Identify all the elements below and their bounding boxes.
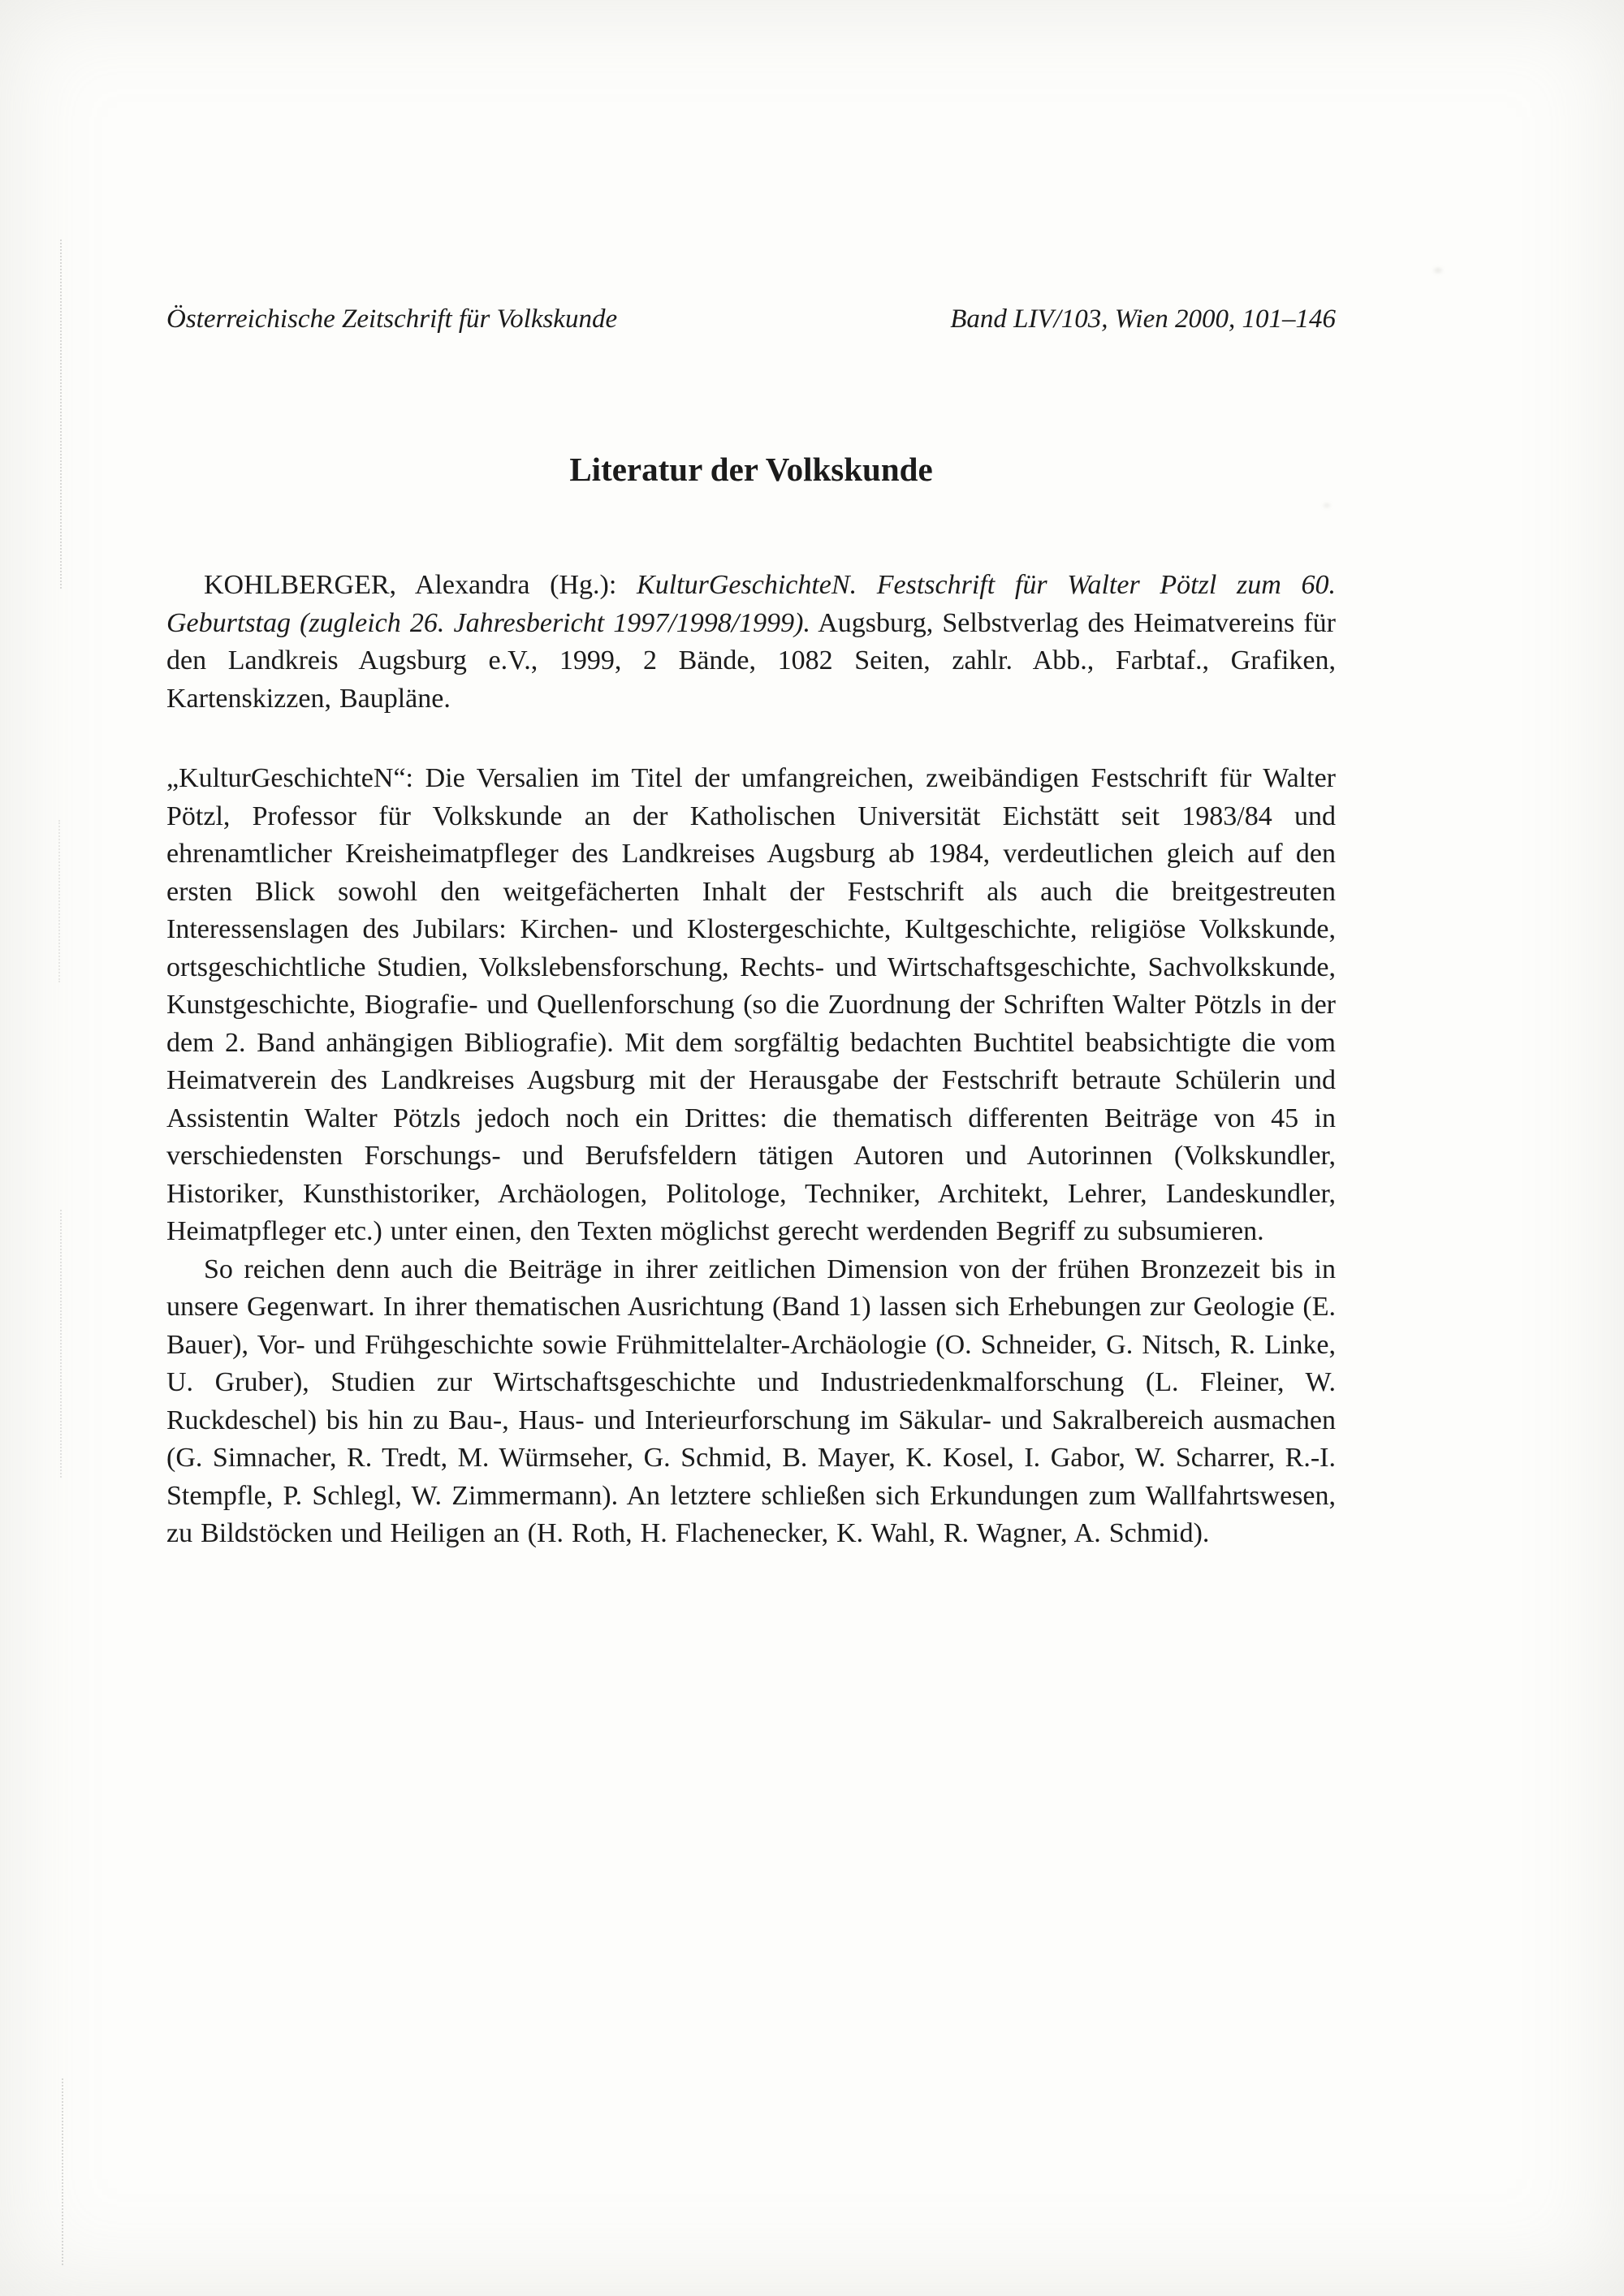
- issue-info: Band LIV/103, Wien 2000, 101–146: [950, 304, 1336, 334]
- journal-name: Österreichische Zeitschrift für Volkskunde: [166, 304, 618, 334]
- scan-artifact: [60, 1210, 62, 1478]
- article-title: Literatur der Volkskunde: [569, 451, 933, 488]
- body-paragraph: So reichen denn auch die Beiträge in ihrer zeitlichen Dimension von der frühen Bronzezeit bis in unsere Gegenwart. In ihrer thematischen Ausrichtung (Band 1) lassen sich Erhebungen zur Geologie (E. Bauer), Vor- und Frühgeschichte sowie Frühmittelalter-Archäologie (O. Schneider, G. Nitsch, R. Linke, U. Gruber), Studien zur Wirtschaftsgeschichte und Industriedenkmalforschung (L. Fleiner, W. Ruckdeschel) bis hin zu Bau-, Haus- und Interieurforschung im Säkular- und Sakralbereich ausmachen (G. Simnacher, R. Tredt, M. Würmseher, G. Schmid, B. Mayer, K. Kosel, I. Gabor, W. Scharrer, R.-I. Stempfle, P. Schlegl, W. Zimmermann). An letztere schließen sich Erkundungen zum Wallfahrtswesen, zu Bildstöcken und Heiligen an (H. Roth, H. Flachenecker, K. Wahl, R. Wagner, A. Schmid).: [166, 1254, 1336, 1548]
- bibliography-author: KOHLBERGER, Alexandra (Hg.):: [204, 570, 637, 600]
- bibliography-work-title: KulturGeschichteN. Festschrift für Walter Pötzl zum 60. Geburtstag (zugleich 26. Jahresbericht 1997/1998/1999).: [166, 570, 1336, 638]
- bibliography-publication: Augsburg, Selbstverlag des Heimatvereins für den Landkreis Augsburg e.V., 1999, 2 Bände, 1082 Seiten, zahlr. Abb., Farbtaf., Grafiken, Kartenskizzen, Baupläne.: [166, 607, 1336, 714]
- scan-artifact: [60, 240, 62, 589]
- page-header: [166, 302, 1336, 336]
- scan-artifact: [62, 2078, 63, 2265]
- bibliography-entry: [166, 567, 1336, 718]
- page-content: [166, 302, 1336, 1553]
- scan-artifact: [58, 820, 60, 982]
- body-paragraph: „KulturGeschichteN“: Die Versalien im Titel der umfangreichen, zweibändigen Festschrift für Walter Pötzl, Professor für Volkskunde an der Katholischen Universität Eichstätt seit 1983/84 und ehrenamtlicher Kreisheimatpfleger des Landkreises Augsburg ab 1984, verdeutlichen gleich auf den ersten Blick sowohl den weitgefächerten Inhalt der Festschrift als auch die breitgestreuten Interessenslagen des Jubilars: Kirchen- und Klostergeschichte, Kultgeschichte, religiöse Volkskunde, ortsgeschichtliche Studien, Volkslebensforschung, Rechts- und Wirtschaftsgeschichte, Sachvolkskunde, Kunstgeschichte, Biografie- und Quellenforschung (so die Zuordnung der Schriften Walter Pötzls in der dem 2. Band anhängigen Bibliografie). Mit dem sorgfältig bedachten Buchtitel beabsichtigte die vom Heimatverein des Landkreises Augsburg mit der Herausgabe der Festschrift betraute Schülerin und Assistentin Walter Pötzls jedoch noch ein Drittes: die thematisch differenten Beiträge von 45 in verschiedensten Forschungs- und Berufsfeldern tätigen Autoren und Autorinnen (Volkskundler, Historiker, Kunsthistoriker, Archäologen, Politologe, Techniker, Architekt, Lehrer, Landeskundler, Heimatpfleger etc.) unter einen, den Texten möglichst gerecht werdenden Begriff zu subsumieren.: [166, 763, 1336, 1246]
- scan-smudge: [1434, 268, 1442, 273]
